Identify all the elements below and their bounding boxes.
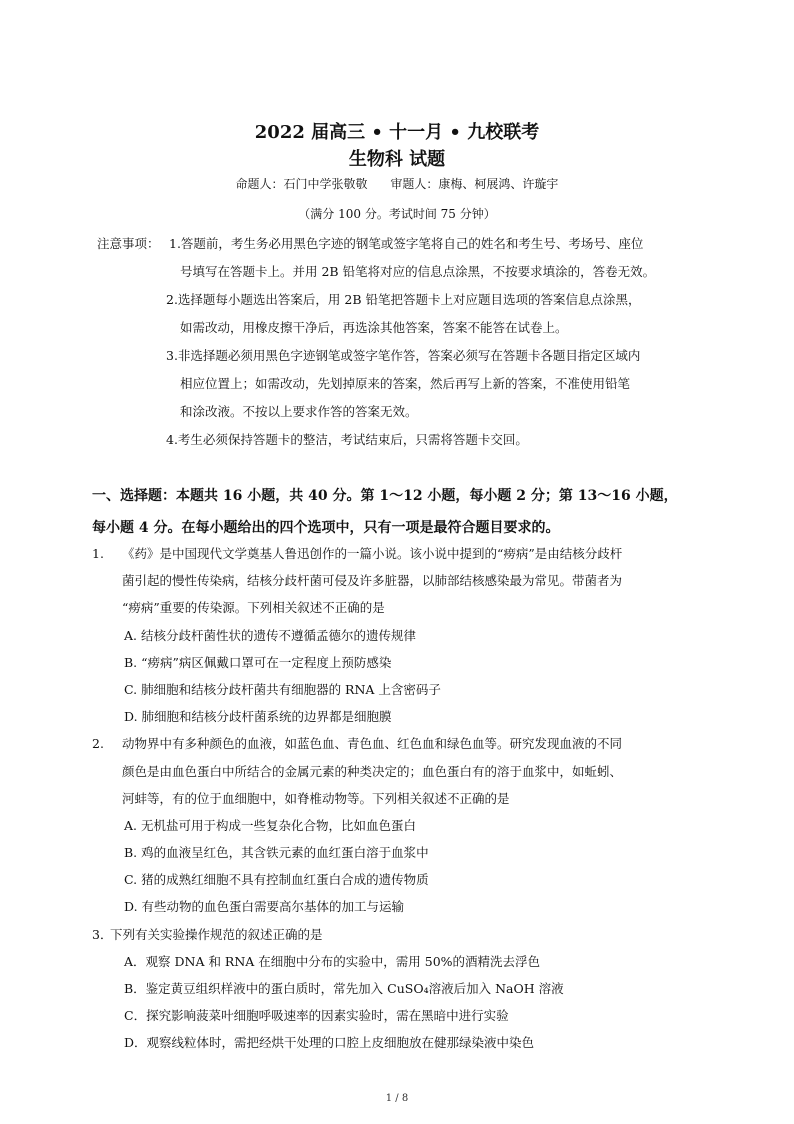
answer-option: A. 无机盐可用于构成一些复杂化合物，比如血色蛋白 xyxy=(124,817,416,833)
notice-row xyxy=(97,286,727,314)
score-info: （满分 100 分。考试时间 75 分钟） xyxy=(298,207,496,221)
answer-option: C. 猪的成熟红细胞不具有控制血红蛋白合成的遗传物质 xyxy=(124,872,429,888)
notice-label: 注意事项： xyxy=(97,236,160,251)
notice-line: 号填写在答题卡上。并用 2B 铅笔将对应的信息点涂黑，不按要求填涂的，答卷无效。 xyxy=(180,264,656,279)
question-stem: 菌引起的慢性传染病，结核分歧杆菌可侵及许多脏器，以肺部结核感染最为常见。带菌者为 xyxy=(122,573,623,589)
exam-subtitle: 生物科 试题 xyxy=(348,149,446,170)
answer-option: C．探究影响菠菜叶细胞呼吸速率的因素实验时，需在黑暗中进行实验 xyxy=(124,1008,509,1024)
notice-line: 和涂改液。不按以上要求作答的答案无效。 xyxy=(180,404,418,419)
notice-line: 3.非选择题必须用黑色字迹钢笔或签字笔作答，答案必须写在答题卡各题目指定区域内 xyxy=(166,348,641,363)
question-stem: “痨病”重要的传染源。下列相关叙述不正确的是 xyxy=(122,600,385,616)
question-stem: 《药》是中国现代文学奠基人鲁迅创作的一篇小说。该小说中提到的“痨病”是由结核分歧杆 xyxy=(122,546,623,561)
section-heading xyxy=(92,480,732,544)
notice-row xyxy=(97,258,727,286)
exam-authors: 命题人：石门中学张敬敬 审题人：康梅、柯展鸿、许璇宇 xyxy=(235,177,559,191)
question-line xyxy=(92,594,732,621)
notice-row xyxy=(97,314,727,342)
notice-line: 4.考生必须保持答题卡的整洁，考试结束后，只需将答题卡交回。 xyxy=(166,432,528,447)
question-number: 1. xyxy=(92,546,104,561)
question-line xyxy=(92,785,732,812)
question-1 xyxy=(92,540,732,730)
notice-row xyxy=(97,370,727,398)
question-stem: 动物界中有多种颜色的血液，如蓝色血、青色血、红色血和绿色血等。研究发现血液的不同 xyxy=(122,736,623,752)
question-line xyxy=(92,540,732,567)
question-number: 3． xyxy=(92,926,113,942)
question-2 xyxy=(92,730,732,920)
answer-option: B. 鸡的血液呈红色，其含铁元素的血红蛋白溶于血浆中 xyxy=(124,845,429,861)
question-number: 2. xyxy=(92,736,104,752)
section-heading-line: 一、选择题：本题共 16 小题，共 40 分。第 1～12 小题，每小题 2 分；第 13～16 小题， xyxy=(92,488,678,504)
question-stem: 下列有关实验操作规范的叙述正确的是 xyxy=(110,926,323,942)
question-3 xyxy=(92,921,732,1057)
page-number: 1 / 8 xyxy=(385,1093,409,1104)
question-line xyxy=(92,921,732,948)
notice-line: 如需改动，用橡皮擦干净后，再选涂其他答案，答案不能答在试卷上。 xyxy=(180,320,568,335)
answer-option: D. 有些动物的血色蛋白需要高尔基体的加工与运输 xyxy=(124,899,405,915)
answer-option: C. 肺细胞和结核分歧杆菌共有细胞器的 RNA 上含密码子 xyxy=(124,681,441,697)
question-stem: 颜色是由血色蛋白中所结合的金属元素的种类决定的；血色蛋白有的溶于血浆中，如蚯蚓、 xyxy=(122,763,623,779)
question-list xyxy=(92,540,732,1057)
question-line xyxy=(92,730,732,757)
question-stem: 河蚌等，有的位于血细胞中，如脊椎动物等。下列相关叙述不正确的是 xyxy=(122,790,510,806)
answer-option: D. 肺细胞和结核分歧杆菌系统的边界都是细胞膜 xyxy=(124,709,392,725)
notice-line: 相应位置上；如需改动，先划掉原来的答案，然后再写上新的答案，不准使用铅笔 xyxy=(180,376,631,391)
question-line xyxy=(92,758,732,785)
notice-line: 1.答题前，考生务必用黑色字迹的钢笔或签字笔将自己的姓名和考生号、考场号、座位 xyxy=(169,236,644,251)
answer-option: A．观察 DNA 和 RNA 在细胞中分布的实验中，需用 50%的酒精洗去浮色 xyxy=(124,953,541,969)
answer-option: B．鉴定黄豆组织样液中的蛋白质时，常先加入 CuSO₄溶液后加入 NaOH 溶液 xyxy=(124,981,564,996)
section-heading-line: 每小题 4 分。在每小题给出的四个选项中，只有一项是最符合题目要求的。 xyxy=(92,520,560,536)
exam-title: 2022 届高三 • 十一月 • 九校联考 xyxy=(254,122,540,143)
notice-row xyxy=(97,426,727,454)
answer-option: B. “痨病”病区佩戴口罩可在一定程度上预防感染 xyxy=(124,654,392,670)
notice-row xyxy=(97,230,727,258)
notice-row xyxy=(97,398,727,426)
question-line xyxy=(92,567,732,594)
answer-option: D．观察线粒体时，需把经烘干处理的口腔上皮细胞放在健那绿染液中染色 xyxy=(124,1035,535,1051)
notice-row xyxy=(97,342,727,370)
answer-option: A. 结核分歧杆菌性状的遗传不遵循孟德尔的遗传规律 xyxy=(124,627,416,643)
notice-block xyxy=(97,230,727,454)
notice-line: 2.选择题每小题选出答案后，用 2B 铅笔把答题卡上对应题目选项的答案信息点涂黑， xyxy=(166,292,641,307)
